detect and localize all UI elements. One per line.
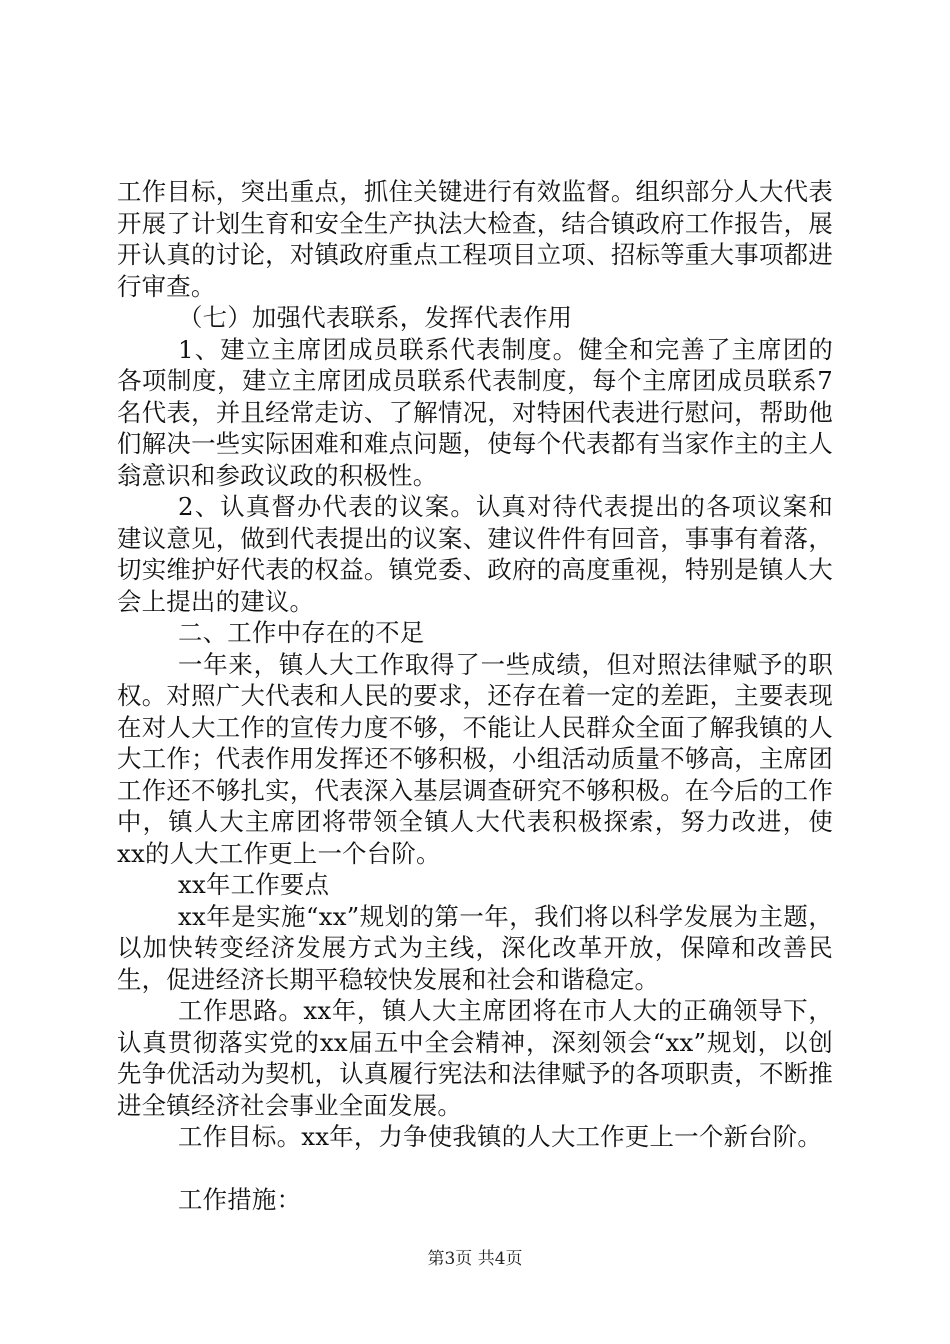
section-heading-representatives: （七）加强代表联系，发挥代表作用 bbox=[178, 303, 573, 332]
paragraph-motions: 2、认真督办代表的议案。认真对待代表提出的各项议案和建议意见，做到代表提出的议案、建议件件有回音，事事有着落，切实维护好代表的权益。镇党委、政府的高度重视，特别是镇人大会上提出的建议。 bbox=[117, 492, 833, 616]
paragraph-shortcomings: 一年来，镇人大工作取得了一些成绩，但对照法律赋予的职权。对照广大代表和人民的要求，还存在着一定的差距，主要表现在对人大工作的宣传力度不够，不能让人民群众全面了解我镇的人大工作；代表作用发挥还不够积极，小组活动质量不够高，主席团工作还不够扎实，代表深入基层调查研究不够积极。在今后的工作中，镇人大主席团将带领全镇人大代表积极探索，努力改进，使xx的人大工作更上一个台阶。 bbox=[117, 649, 833, 868]
page-number: 第3页 共4页 bbox=[427, 1249, 523, 1269]
section-heading-key-points: xx年工作要点 bbox=[178, 870, 330, 899]
paragraph-measures: 工作措施： bbox=[178, 1184, 302, 1214]
paragraph-contact-system: 1、建立主席团成员联系代表制度。健全和完善了主席团的各项制度，建立主席团成员联系代表制度，每个主席团成员联系7名代表，并且经常走访、了解情况，对特困代表进行慰问，帮助他们解决一些实际困难和难点问题，使每个代表都有当家作主的主人翁意识和参政议政的积极性。 bbox=[117, 334, 833, 490]
page-footer bbox=[0, 1244, 950, 1269]
document-body bbox=[117, 176, 833, 1215]
paragraph-goals: 工作目标。xx年，力争使我镇的人大工作更上一个新台阶。 bbox=[178, 1122, 823, 1151]
paragraph-approach: 工作思路。xx年，镇人大主席团将在市人大的正确领导下，认真贯彻落实党的xx届五中全会精神，深刻领会“xx”规划，以创先争优活动为契机，认真履行宪法和法律赋予的各项职责，不断推进全镇经济社会事业全面发展。 bbox=[117, 996, 833, 1120]
paragraph-key-points: xx年是实施“xx”规划的第一年，我们将以科学发展为主题，以加快转变经济发展方式为主线，深化改革开放，保障和改善民生，促进经济长期平稳较快发展和社会和谐稳定。 bbox=[117, 901, 833, 994]
paragraph-supervision-cont: 工作目标，突出重点，抓住关键进行有效监督。组织部分人大代表开展了计划生育和安全生产执法大检查，结合镇政府工作报告，展开认真的讨论，对镇政府重点工程项目立项、招标等重大事项都进行审查。 bbox=[117, 177, 833, 301]
section-heading-shortcomings: 二、工作中存在的不足 bbox=[178, 618, 425, 647]
